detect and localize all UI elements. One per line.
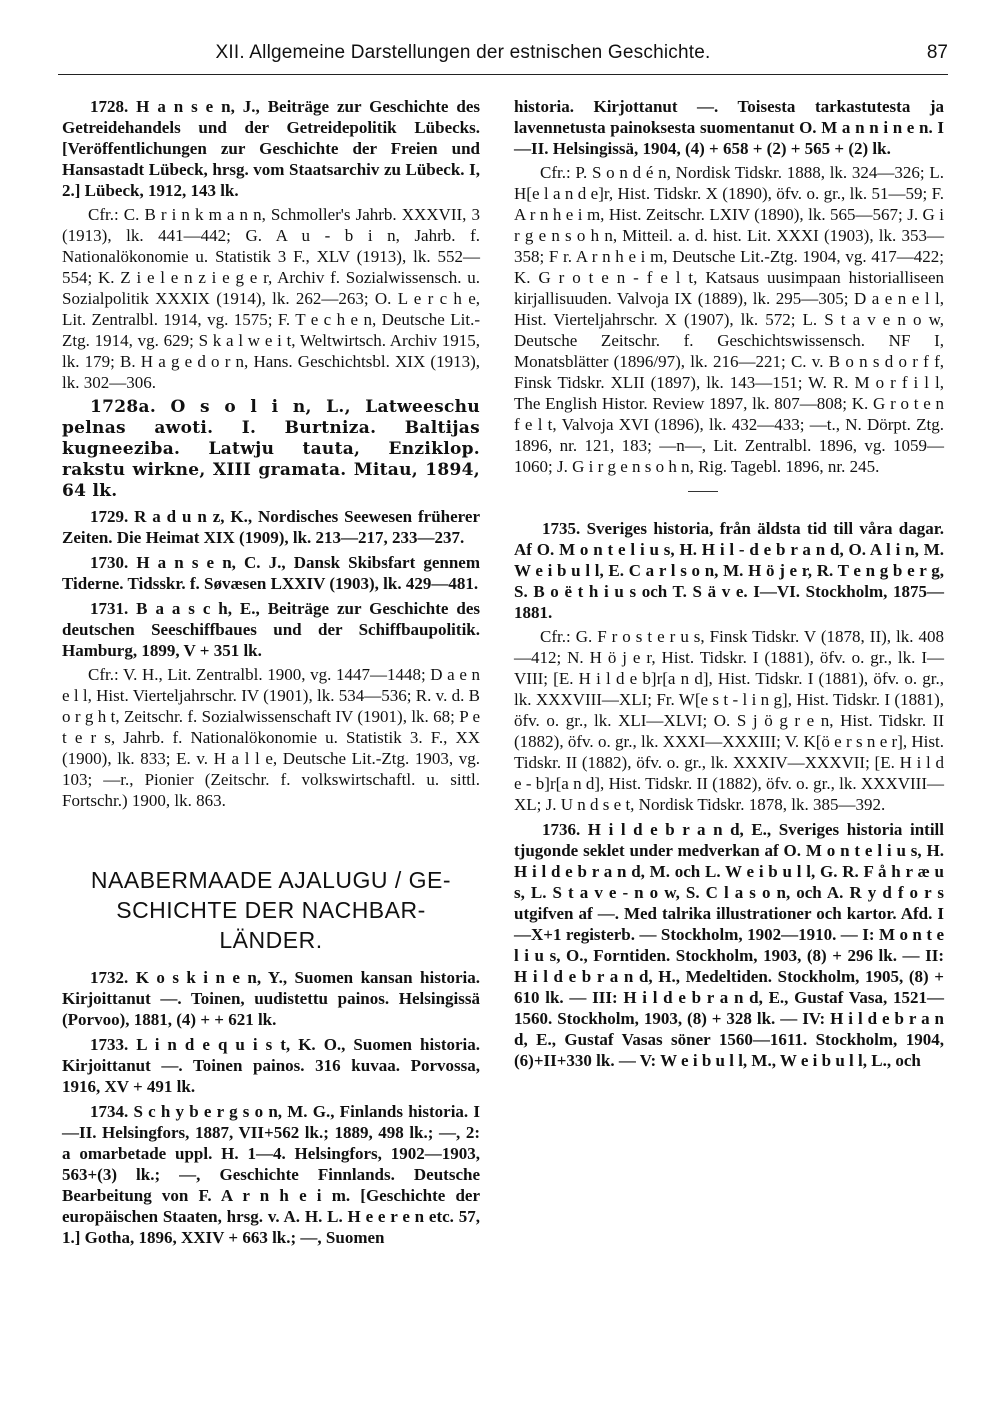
page-number: 87 [926,42,948,63]
separator-rule [688,491,718,492]
bibliography-entry: 1729. R a d u n z, K., Nordisches Seewesen früherer Zeiten. Die Heimat XIX (1909), lk. 213—217, 233—237. [62,507,480,547]
bibliography-entry: 1734. S c h y b e r g s o n, M. G., Finlands historia. I—II. Helsingfors, 1887, VII+562 lk.; 1889, 498 lk.; —, 2: a omarbetade uppl. H. 1—4. Helsingfors, 1902—1903, 563+(3) lk.; —, Geschichte Finnlands. Deutsche Bearbeitung von F. A r n h e i m. [Geschichte der europäischen Staaten, hrsg. v. A. H. L. H e e r e n etc. 57, 1.] Gotha, 1896, XXIV + 663 lk.; —, Suomen [62,1102,480,1247]
review-references: Cfr.: G. F r o s t e r u s, Finsk Tidskr. V (1878, II), lk. 408—412; N. H ö j e r, Hist. Tidskr. I (1881), öfv. o. gr., lk. I—VIII; [E. H i l d e b]r[a n d], Hist. Tidskr. I (1881), öfv. o. gr., lk. XXXVIII—XLI; Fr. W[e s t - l i n g], Hist. Tidskr. I (1881), öfv. o. gr., lk. XLI—XLVI; O. S j ö g r e n, Hist. Tidskr. II (1882), öfv. o. gr., lk. XXXI—XXXIII; V. K[ö e r s n e r], Hist. Tidskr. II (1882), öfv. o. gr., lk. XXXIV—XXXVII; [E. H i l d e - b]r[a n d], Hist. Tidskr. II (1882), öfv. o. gr., lk. XXXVIII—XL; J. U n d s e t, Nordisk Tidskr. 1878, lk. 385—392. [514,627,944,814]
review-references: Cfr.: P. S o n d é n, Nordisk Tidskr. 1888, lk. 324—326; L. H[e l a n d e]r, Hist. Tidskr. X (1890), öfv. o. gr., lk. 51—59; F. A r n h e i m, Hist. Zeitschr. LXIV (1890), lk. 565—567; J. G i r g e n s o h n, Mitteil. a. d. hist. Lit. XXXI (1903), lk. 353—358; F r. A r n h e i m, Deutsche Lit.-Ztg. 1904, vg. 417—422; K. G r o t e n - f e l t, Katsaus uusimpaan historialliseen kirjallisuuden. Valvoja IX (1889), lk. 295—305; D a e n e l l, Hist. Vierteljahrschr. X (1907), lk. 572; L. S t a v e n o w, Deutsche Zeitschr. f. Geschichtswissensch. NF I, Monatsblätter (1896/97), lk. 216—221; C. v. B o n s d o r f f, Finsk Tidskr. XLII (1897), lk. 143—151; W. R. M o r f i l l, The English Histor. Review 1897, lk. 807—808; K. G r o t e n f e l t, Valvoja XVI (1896), lk. 432—433; —t., N. Dörpt. Ztg. 1896, nr. 121, 183; —n—, Lit. Zentralbl. 1896, vg. 1059—1060; J. G i r g e n s o h n, Rig. Tagebl. 1896, nr. 245. [514,163,944,476]
bibliography-entry: 1735. Sveriges historia, från äldsta tid till våra dagar. Af O. M o n t e l i u s, H. H i l - d e b r a n d, O. A l i n, M. W e i b u l l, E. C a r l s o n, M. H ö j e r, R. T e n g b e r g, S. B o ë t h i u s och T. S ä v e. I—VI. Stockholm, 1875—1881. [514,519,944,622]
left-column [62,96,480,1248]
bibliography-entry: 1728a. O s o l i n, L., Latweeschu pelnas awoti. I. Burtniza. Baltijas kugneeziba. Latwju tauta, Enziklop. rakstu wirkne, XIII gramata. Mitau, 1894, 64 lk. [62,397,480,501]
bibliography-entry: 1736. H i l d e b r a n d, E., Sveriges historia intill tjugonde seklet under medverkan af O. M o n t e l i u s, H. H i l d e b r a n d, M. och L. W e i b u l l, G. R. F å h r æ u s, L. S t a v e - n o w, S. C l a s o n, och A. R y d f o r s utgifven af —. Med talrika illustrationer och kartor. Afd. I—X+1 registerb. — Stockholm, 1902—1910. — I: M o n t e l i u s, O., Forntiden. Stockholm, 1903, (8) + 296 lk. — II: H i l d e b r a n d, H., Medeltiden. Stockholm, 1905, (8) + 610 lk. — III: H i l d e b r a n d, E., Gustaf Vasa, 1521—1560. Stockholm, 1903, (8) + 328 lk. — IV: H i l d e b r a n d, E., Gustaf Vasas söner 1560—1611. Stockholm, 1904, (6)+II+330 lk. — V: W e i b u l l, M., W e i b u l l, L., och [514,820,944,1070]
bibliography-entry: historia. Kirjottanut —. Toisesta tarkastutesta ja lavennetusta painoksesta suomentanut O. M a n n i n e n. I—II. Helsingissä, 1904, (4) + 658 + (2) + 565 + (2) lk. [514,97,944,158]
header-rule [58,74,948,75]
page-header [58,42,948,74]
review-references: Cfr.: C. B r i n k m a n n, Schmoller's Jahrb. XXXVII, 3 (1913), lk. 441—442; G. A u - b i n, Jahrb. f. Nationalökonomie u. Statistik 3 F., XLV (1913), lk. 552—554; K. Z i e l e n z i e g e r, Archiv f. Sozialwissensch. u. Sozialpolitik XXXIX (1914), lk. 262—263; O. L e r c h e, Lit. Zentralbl. 1914, vg. 1575; F. T e c h e n, Deutsche Lit.-Ztg. 1914, vg. 629; S k a l w e i t, Weltwirtsch. Archiv 1915, lk. 179; B. H a g e d o r n, Hans. Geschichtsbl. XIX (1913), lk. 302—306. [62,205,480,392]
section-heading: NAABERMAADE AJALUGU / GE- SCHICHTE DER NACHBAR- LÄNDER. [90,867,452,953]
running-title: XII. Allgemeine Darstellungen der estnischen Geschichte. [215,42,711,63]
bibliography-entry: 1728. H a n s e n, J., Beiträge zur Geschichte des Getreidehandels und der Getreidepolitik Lübecks. [Veröffentlichungen zur Geschichte der Freien und Hansastadt Lübeck, hrsg. vom Staatsarchiv zu Lübeck. I, 2.] Lübeck, 1912, 143 lk. [62,97,480,200]
bibliography-entry: 1730. H a n s e n, C. J., Dansk Skibsfart gennem Tiderne. Tidsskr. f. Søvæsen LXXIV (1903), lk. 429—481. [62,553,480,593]
bibliography-entry: 1732. K o s k i n e n, Y., Suomen kansan historia. Kirjoittanut —. Toinen, uudistettu painos. Helsingissä (Porvoo), 1881, (4) + + 621 lk. [62,968,480,1029]
bibliography-entry: 1733. L i n d e q u i s t, K. O., Suomen historia. Kirjoittanut —. Toinen painos. 316 kuvaa. Porvossa, 1916, XV + 491 lk. [62,1035,480,1096]
right-column [514,96,944,1071]
review-references: Cfr.: V. H., Lit. Zentralbl. 1900, vg. 1447—1448; D a e n e l l, Hist. Vierteljahrschr. IV (1901), lk. 534—536; R. v. d. B o r g h t, Zeitschr. f. Sozialwissenschaft IV (1901), lk. 68; P e t e r s, Jahrb. f. Nationalökonomie u. Statistik 3. F., XX (1900), lk. 833; E. v. H a l l e, Deutsche Lit.-Ztg. 1903, vg. 103; —r., Pionier (Zeitschr. f. volkswirtschaftl. u. sittl. Fortschr.) 1900, lk. 863. [62,665,480,810]
bibliography-entry: 1731. B a a s c h, E., Beiträge zur Geschichte des deutschen Seeschiffbaues und der Schiffbaupolitik. Hamburg, 1899, V + 351 lk. [62,599,480,660]
